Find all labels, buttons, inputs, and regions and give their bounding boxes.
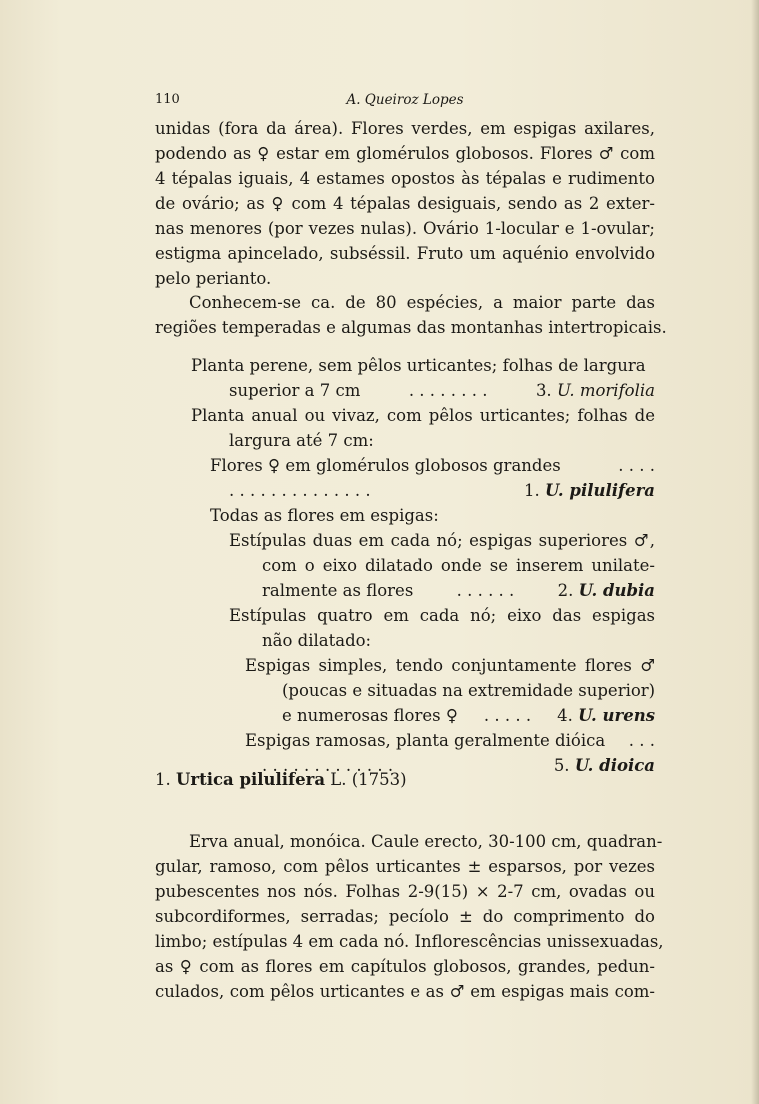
text-line: limbo; estípulas 4 em cada nó. Inflorescências unissexuadas, <box>155 932 664 951</box>
key-number: 4. <box>557 706 573 725</box>
key-dots: . . . . . <box>483 706 532 725</box>
key-dots: . . . . . . . . <box>408 381 488 400</box>
key-taxon: U. urens <box>578 706 655 725</box>
key-number: 3. <box>535 381 552 400</box>
key-text: Estípulas quatro em cada nó; eixo das espigas <box>229 606 655 625</box>
key-text: Planta anual ou vivaz, com pêlos urticantes; folhas de <box>191 406 655 425</box>
text-line: subcordiformes, serradas; pecíolo ± do comprimento do <box>155 907 655 926</box>
key-taxon: U. dubia <box>578 581 655 600</box>
text-line: pelo perianto. <box>155 269 272 288</box>
text-line: Erva anual, monóica. Caule erecto, 30-100 cm, quadran- <box>189 832 663 851</box>
key-line <box>262 578 655 603</box>
key-line <box>282 703 655 728</box>
key-text: Estípulas duas em cada nó; espigas superiores ♂, <box>229 531 655 550</box>
key-number: 5. <box>553 756 570 775</box>
key-text: Planta perene, sem pêlos urticantes; folhas de largura <box>191 356 646 375</box>
text-line: unidas (fora da área). Flores verdes, em espigas axilares, <box>155 119 655 138</box>
key-text: não dilatado: <box>262 631 372 650</box>
key-number: 1. <box>524 481 540 500</box>
species-number: 1. <box>155 770 171 789</box>
key-number: 2. <box>557 581 574 600</box>
key-text: ralmente as flores <box>262 581 414 600</box>
paragraph-species-description <box>155 829 664 1004</box>
species-author: L. <box>330 770 347 789</box>
key-taxon: U. morifolia <box>556 381 655 400</box>
species-name: Urtica pilulifera <box>176 770 326 789</box>
key-line <box>210 453 655 478</box>
key-text: (poucas e situadas na extremidade superior) <box>282 681 656 700</box>
key-text: Todas as flores em espigas: <box>210 506 439 525</box>
text-line: culados, com pêlos urticantes e as ♂ em espigas mais com- <box>155 982 655 1001</box>
key-dots: . . . . <box>618 456 655 475</box>
key-taxon: U. pilulifera <box>545 481 655 500</box>
key-text: largura até 7 cm: <box>229 431 374 450</box>
key-text: Espigas simples, tendo conjuntamente flores ♂ <box>245 656 655 675</box>
paragraph-description <box>155 116 655 291</box>
text-line: Conhecem-se ca. de 80 espécies, a maior parte das <box>189 293 655 312</box>
page-header <box>155 92 655 114</box>
key-taxon: U. dioica <box>574 756 655 775</box>
key-line <box>191 353 655 378</box>
text-line: gular, ramoso, com pêlos urticantes ± esparsos, por vezes <box>155 857 655 876</box>
key-line <box>229 478 655 503</box>
text-line: regiões temperadas e algumas das montanhas intertropicais. <box>155 318 667 337</box>
key-text: com o eixo dilatado onde se inserem unilate- <box>262 556 655 575</box>
key-dots: . . . . . . <box>456 581 515 600</box>
key-dots: . . . . . . . . . . . . . <box>262 756 394 775</box>
text-line: 4 tépalas iguais, 4 estames opostos às tépalas e rudimento <box>155 169 655 188</box>
key-line <box>245 728 655 753</box>
key-dots: . . . <box>628 731 655 750</box>
text-line: estigma apincelado, subséssil. Fruto um aquénio envolvido <box>155 244 655 263</box>
page-number: 110 <box>155 92 180 107</box>
text-line: nas menores (por vezes nulas). Ovário 1-locular e 1-ovular; <box>155 219 655 238</box>
paragraph-species-count <box>155 290 667 340</box>
key-line <box>229 378 655 403</box>
key-dots: . . . . . . . . . . . . . . <box>229 481 371 500</box>
species-year: (1753) <box>351 770 407 789</box>
species-heading <box>155 770 407 789</box>
key-text: Espigas ramosas, planta geralmente dióica <box>245 731 606 750</box>
key-text: superior a 7 cm <box>229 381 361 400</box>
text-line: de ovário; as ♀ com 4 tépalas desiguais, sendo as 2 exter- <box>155 194 655 213</box>
key-text: Flores ♀ em glomérulos globosos grandes <box>210 456 561 475</box>
text-line: as ♀ com as flores em capítulos globosos, grandes, pedun- <box>155 957 655 976</box>
page-edge-shadow <box>751 0 759 1104</box>
running-head: A. Queiroz Lopes <box>346 92 464 108</box>
text-line: podendo as ♀ estar em glomérulos globosos. Flores ♂ com <box>155 144 655 163</box>
text-line: pubescentes nos nós. Folhas 2-9(15) × 2-7 cm, ovadas ou <box>155 882 655 901</box>
key-text: e numerosas flores ♀ <box>282 706 458 725</box>
